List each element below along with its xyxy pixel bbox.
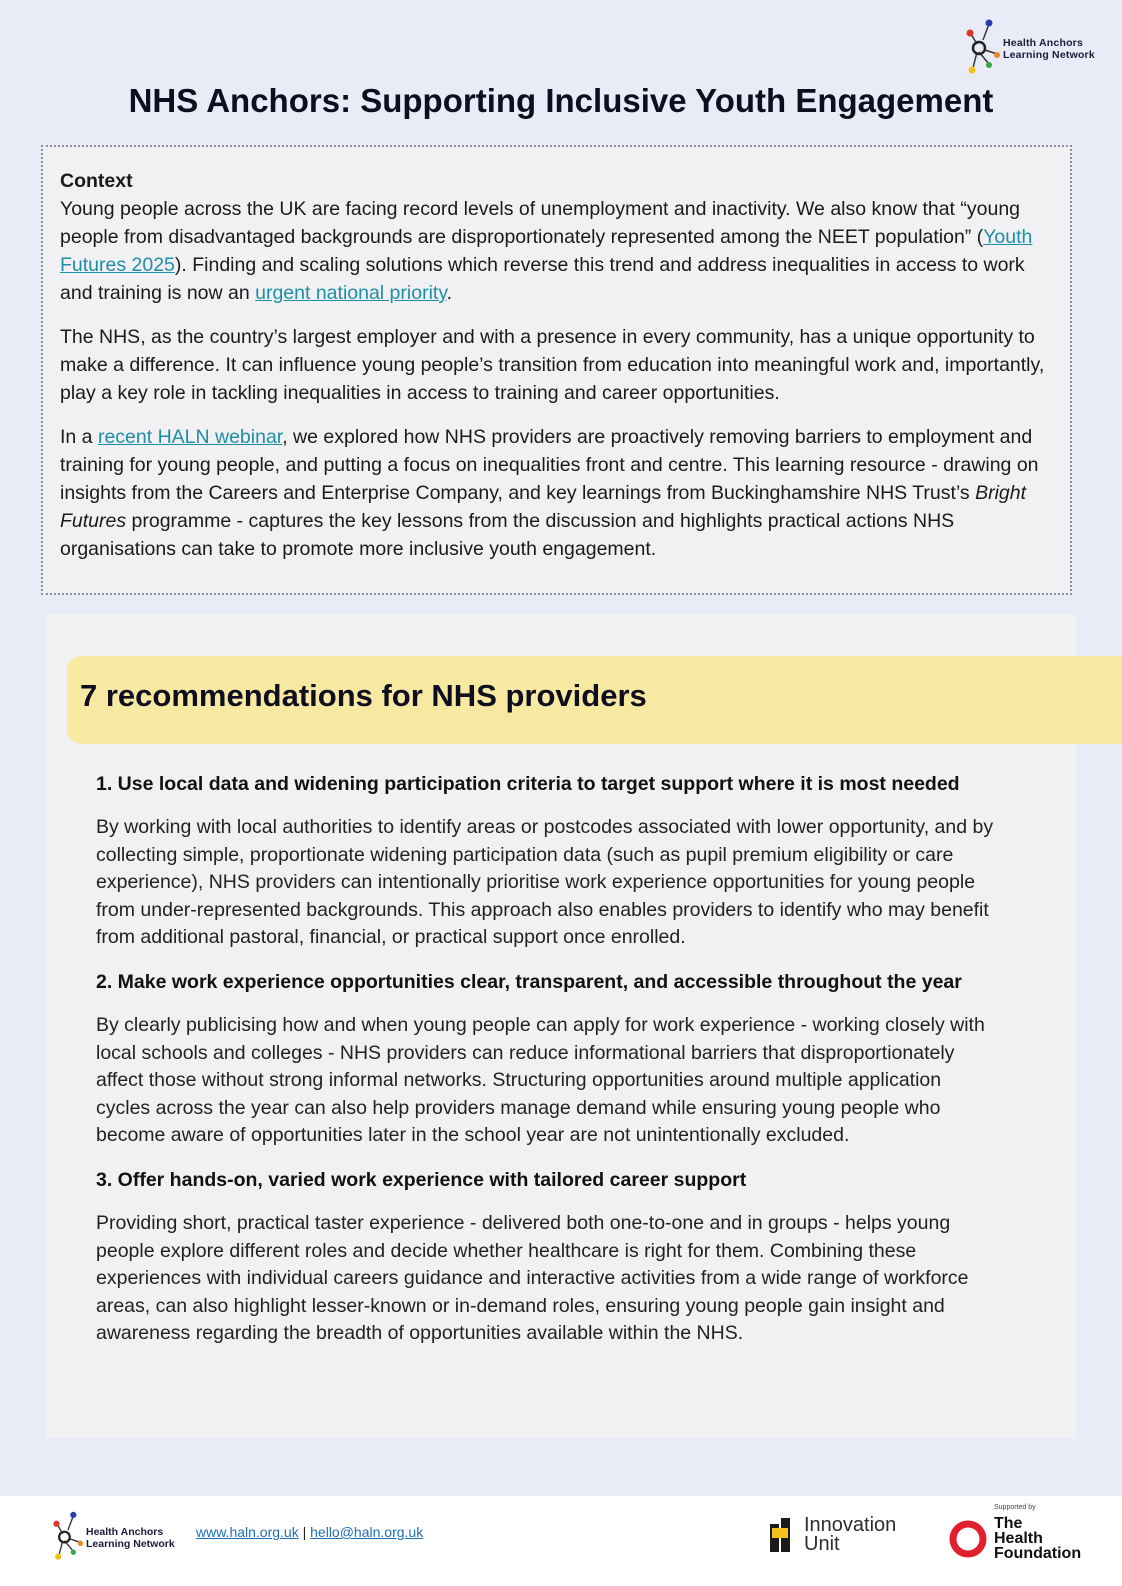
recommendation-title: 3. Offer hands-on, varied work experience with tailored career support xyxy=(96,1168,747,1191)
innovation-line-2: Unit xyxy=(804,1533,840,1555)
haln-logo[interactable] xyxy=(965,18,1095,80)
haln-webinar-link[interactable]: recent HALN webinar xyxy=(97,426,283,448)
supported-by-label: Supported by xyxy=(994,1504,1036,1511)
network-nodes-icon xyxy=(52,1508,84,1568)
recommendations-list xyxy=(96,770,996,1364)
context-paragraph-3: In a recent HALN webinar, we explored how NHS providers are proactively removing barriers to employment and training for young people, and putting a focus on inequalities front and centre. This learning resource - drawing on insights from the Careers and Enterprise Company, and key learnings from Buckinghamshire NHS Trust’s Bright Futures programme - captures the key lessons from the discussion and highlights practical actions NHS organisations can take to promote more inclusive youth engagement. xyxy=(60,426,1039,560)
innovation-unit-icon xyxy=(770,1518,798,1552)
context-label: Context xyxy=(60,170,133,192)
youth-futures-link[interactable]: Youth Futures 2025 xyxy=(60,226,1033,276)
recommendation-3 xyxy=(96,1166,996,1348)
recommendations-heading: 7 recommendations for NHS providers xyxy=(80,678,647,713)
footer-links xyxy=(196,1524,423,1540)
context-box xyxy=(41,145,1072,595)
recommendation-1 xyxy=(96,770,996,952)
innovation-line-1: Innovation xyxy=(804,1514,897,1536)
recommendation-body: By clearly publicising how and when young people can apply for work experience - working closely with local schools and colleges - NHS providers can reduce informational barriers that disproportionately affect those without strong informal networks. Structuring opportunities around multiple application cycles across the year can also help providers manage demand while ensuring young people who become aware of opportunities later in the school year are not unintentionally excluded. xyxy=(96,1013,985,1147)
logo-line-2: Learning Network xyxy=(1003,49,1095,61)
logo-line-2: Learning Network xyxy=(86,1538,175,1550)
health-foundation-ring-icon xyxy=(948,1519,988,1559)
context-paragraph-2: The NHS, as the country’s largest employer and with a presence in every community, has a unique opportunity to make a difference. It can influence young people’s transition from education into meaningful work and, importantly, play a key role in tackling inequalities in access to training and career opportunities. xyxy=(60,326,1045,404)
network-nodes-icon xyxy=(965,18,1001,80)
recommendation-body: Providing short, practical taster experience - delivered both one-to-one and in groups - helps young people explore different roles and decide whether healthcare is right for them. Combining these experiences with individual careers guidance and interactive activities from a wide range of workforce areas, can also highlight lesser-known or in-demand roles, ensuring young people gain insight and awareness regarding the breadth of opportunities available within the NHS. xyxy=(96,1211,969,1345)
hf-line-1: The xyxy=(994,1515,1023,1532)
recommendation-title: 2. Make work experience opportunities clear, transparent, and accessible throughout the year xyxy=(96,970,962,993)
website-link[interactable]: www.haln.org.uk xyxy=(196,1524,299,1540)
logo-line-1: Health Anchors xyxy=(86,1526,164,1538)
page-title: NHS Anchors: Supporting Inclusive Youth Engagement xyxy=(128,82,994,119)
hf-line-3: Foundation xyxy=(994,1545,1082,1562)
recommendation-2 xyxy=(96,968,996,1150)
context-paragraph-1: Young people across the UK are facing record levels of unemployment and inactivity. We also know that “young people from disadvantaged backgrounds are disproportionately represented among the NEET population” (Youth Futures 2025). Finding and scaling solutions which reverse this trend and address inequalities in access to work and training is now an urgent national priority. xyxy=(60,198,1033,304)
hf-line-2: Health xyxy=(994,1530,1043,1547)
recommendation-body: By working with local authorities to identify areas or postcodes associated with lower opportunity, and by collecting simple, proportionate widening participation data (such as pupil premium eligibility or care experience), NHS providers can intentionally prioritise work experience opportunities for young people from under-represented backgrounds. This approach also enables providers to identify who may benefit from additional pastoral, financial, or practical support once enrolled. xyxy=(96,816,994,949)
recommendations-banner xyxy=(67,656,1122,744)
logo-line-1: Health Anchors xyxy=(1003,37,1084,49)
recommendation-title: 1. Use local data and widening participation criteria to target support where it is most needed xyxy=(96,773,960,795)
email-link[interactable]: hello@haln.org.uk xyxy=(310,1524,424,1540)
link-separator: | xyxy=(302,1524,307,1540)
urgent-priority-link[interactable]: urgent national priority xyxy=(255,282,447,304)
footer xyxy=(0,1496,1122,1586)
footer-haln-logo[interactable] xyxy=(52,1508,175,1568)
innovation-unit-logo[interactable] xyxy=(770,1516,896,1554)
